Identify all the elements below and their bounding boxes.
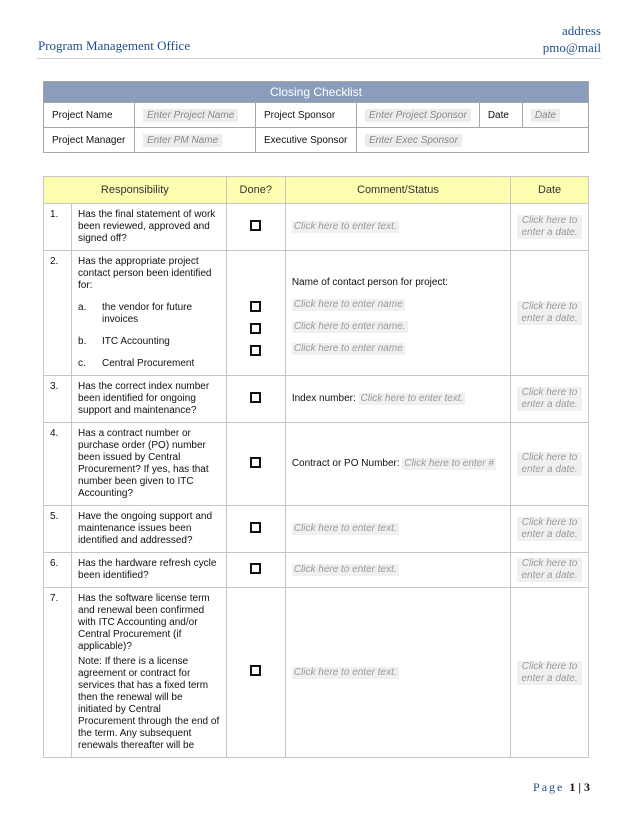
po-field[interactable]: Click here to enter #: [404, 458, 494, 469]
header-divider: [37, 58, 601, 59]
row-number: 5.: [44, 506, 72, 553]
page-word: Page: [533, 780, 565, 794]
table-row: [44, 423, 589, 506]
row-number: 1.: [44, 204, 72, 251]
checkbox[interactable]: [250, 522, 261, 533]
row-question: Has the correct index number been identified for ongoing support and maintenance?: [72, 376, 227, 423]
exec-sponsor-label: Executive Sponsor: [256, 128, 357, 153]
exec-sponsor-field[interactable]: Enter Exec Sponsor: [365, 134, 462, 147]
contact-label: Name of contact person for project:: [291, 277, 448, 288]
col-date: Date: [511, 177, 589, 204]
project-name-label: Project Name: [44, 103, 135, 128]
sub-item: ITC Accounting: [102, 336, 170, 347]
sub-letter: b.: [78, 336, 87, 347]
row-number: 7.: [44, 588, 72, 758]
project-sponsor-field[interactable]: Enter Project Sponsor: [365, 109, 471, 122]
page-footer: [533, 780, 590, 795]
row-question: Has the software license term and renewal been confirmed with ITC Accounting and/or Central Procurement (if applicable)?: [78, 593, 210, 652]
row-number: 3.: [44, 376, 72, 423]
row-number: 4.: [44, 423, 72, 506]
checkbox[interactable]: [250, 457, 261, 468]
sub-letter: a.: [78, 302, 87, 313]
row-note: Note: If there is a license agreement or contract for services that has a fixed term then the renewal will be initiated by Central Procurement through the end of the term. Any subsequent renewals thereafter will be: [78, 656, 220, 751]
pm-field[interactable]: Enter PM Name: [143, 134, 222, 147]
office-name: Program Management Office: [38, 38, 191, 53]
table-row: [44, 588, 589, 758]
address-text: address: [562, 23, 601, 38]
col-comment: Comment/Status: [285, 177, 510, 204]
date-label: Date: [479, 103, 522, 128]
date-picker[interactable]: Click here to enter a date.: [517, 452, 582, 476]
comment-field[interactable]: Click here to enter text.: [293, 221, 397, 232]
email-text: pmo@mail: [542, 40, 601, 55]
table-row: [44, 204, 589, 251]
po-label: Contract or PO Number:: [291, 458, 400, 469]
checkbox[interactable]: [250, 392, 261, 403]
comment-field[interactable]: Click here to enter text.: [293, 523, 397, 534]
row-question: Has the final statement of work been reviewed, approved and signed off?: [72, 204, 227, 251]
date-field[interactable]: Date: [531, 109, 560, 122]
table-row: [44, 506, 589, 553]
checkbox[interactable]: [250, 345, 261, 356]
comment-field[interactable]: Click here to enter text.: [293, 564, 397, 575]
index-label: Index number:: [291, 393, 356, 404]
checkbox[interactable]: [250, 563, 261, 574]
project-sponsor-label: Project Sponsor: [256, 103, 357, 128]
row-number: 2.: [44, 251, 72, 376]
checklist-table: [43, 176, 589, 758]
date-picker[interactable]: Click here to enter a date.: [517, 215, 582, 239]
sub-letter: c.: [78, 358, 86, 369]
row-question: Has a contract number or purchase order (PO) number been issued by Central Procurement? If yes, has that number been given to ITC Accounting?: [72, 423, 227, 506]
sub-item: the vendor for future invoices: [102, 302, 193, 325]
contact-accounting-field[interactable]: Click here to enter name.: [293, 321, 406, 332]
checkbox[interactable]: [250, 323, 261, 334]
table-row: [44, 376, 589, 423]
date-picker[interactable]: Click here to enter a date.: [517, 301, 582, 325]
date-picker[interactable]: Click here to enter a date.: [517, 517, 582, 541]
table-row: [44, 251, 589, 376]
index-field[interactable]: Click here to enter text.: [360, 393, 464, 404]
col-done: Done?: [226, 177, 285, 204]
row-number: 6.: [44, 553, 72, 588]
row-question: Has the hardware refresh cycle been identified?: [72, 553, 227, 588]
project-info-table: [43, 81, 589, 153]
row-question: Has the appropriate project contact person been identified for:: [78, 256, 212, 291]
checklist-title: Closing Checklist: [44, 82, 589, 103]
contact-vendor-field[interactable]: Click here to enter name: [293, 299, 403, 310]
sub-item: Central Procurement: [102, 358, 195, 369]
table-row: [44, 553, 589, 588]
comment-field[interactable]: Click here to enter text.: [293, 666, 397, 678]
date-picker[interactable]: Click here to enter a date.: [517, 558, 582, 582]
checkbox[interactable]: [250, 220, 261, 231]
date-picker[interactable]: Click here to enter a date.: [517, 387, 582, 411]
date-picker[interactable]: Click here to enter a date.: [517, 661, 582, 685]
header-contact: [543, 22, 601, 56]
checkbox[interactable]: [250, 665, 261, 676]
checkbox[interactable]: [250, 301, 261, 312]
project-name-field[interactable]: Enter Project Name: [143, 109, 238, 122]
col-responsibility: Responsibility: [44, 177, 227, 204]
page-number: 1 | 3: [569, 780, 590, 794]
row-question: Have the ongoing support and maintenance issues been identified and addressed?: [72, 506, 227, 553]
contact-procurement-field[interactable]: Click here to enter name: [293, 343, 403, 354]
pm-label: Project Manager: [44, 128, 135, 153]
